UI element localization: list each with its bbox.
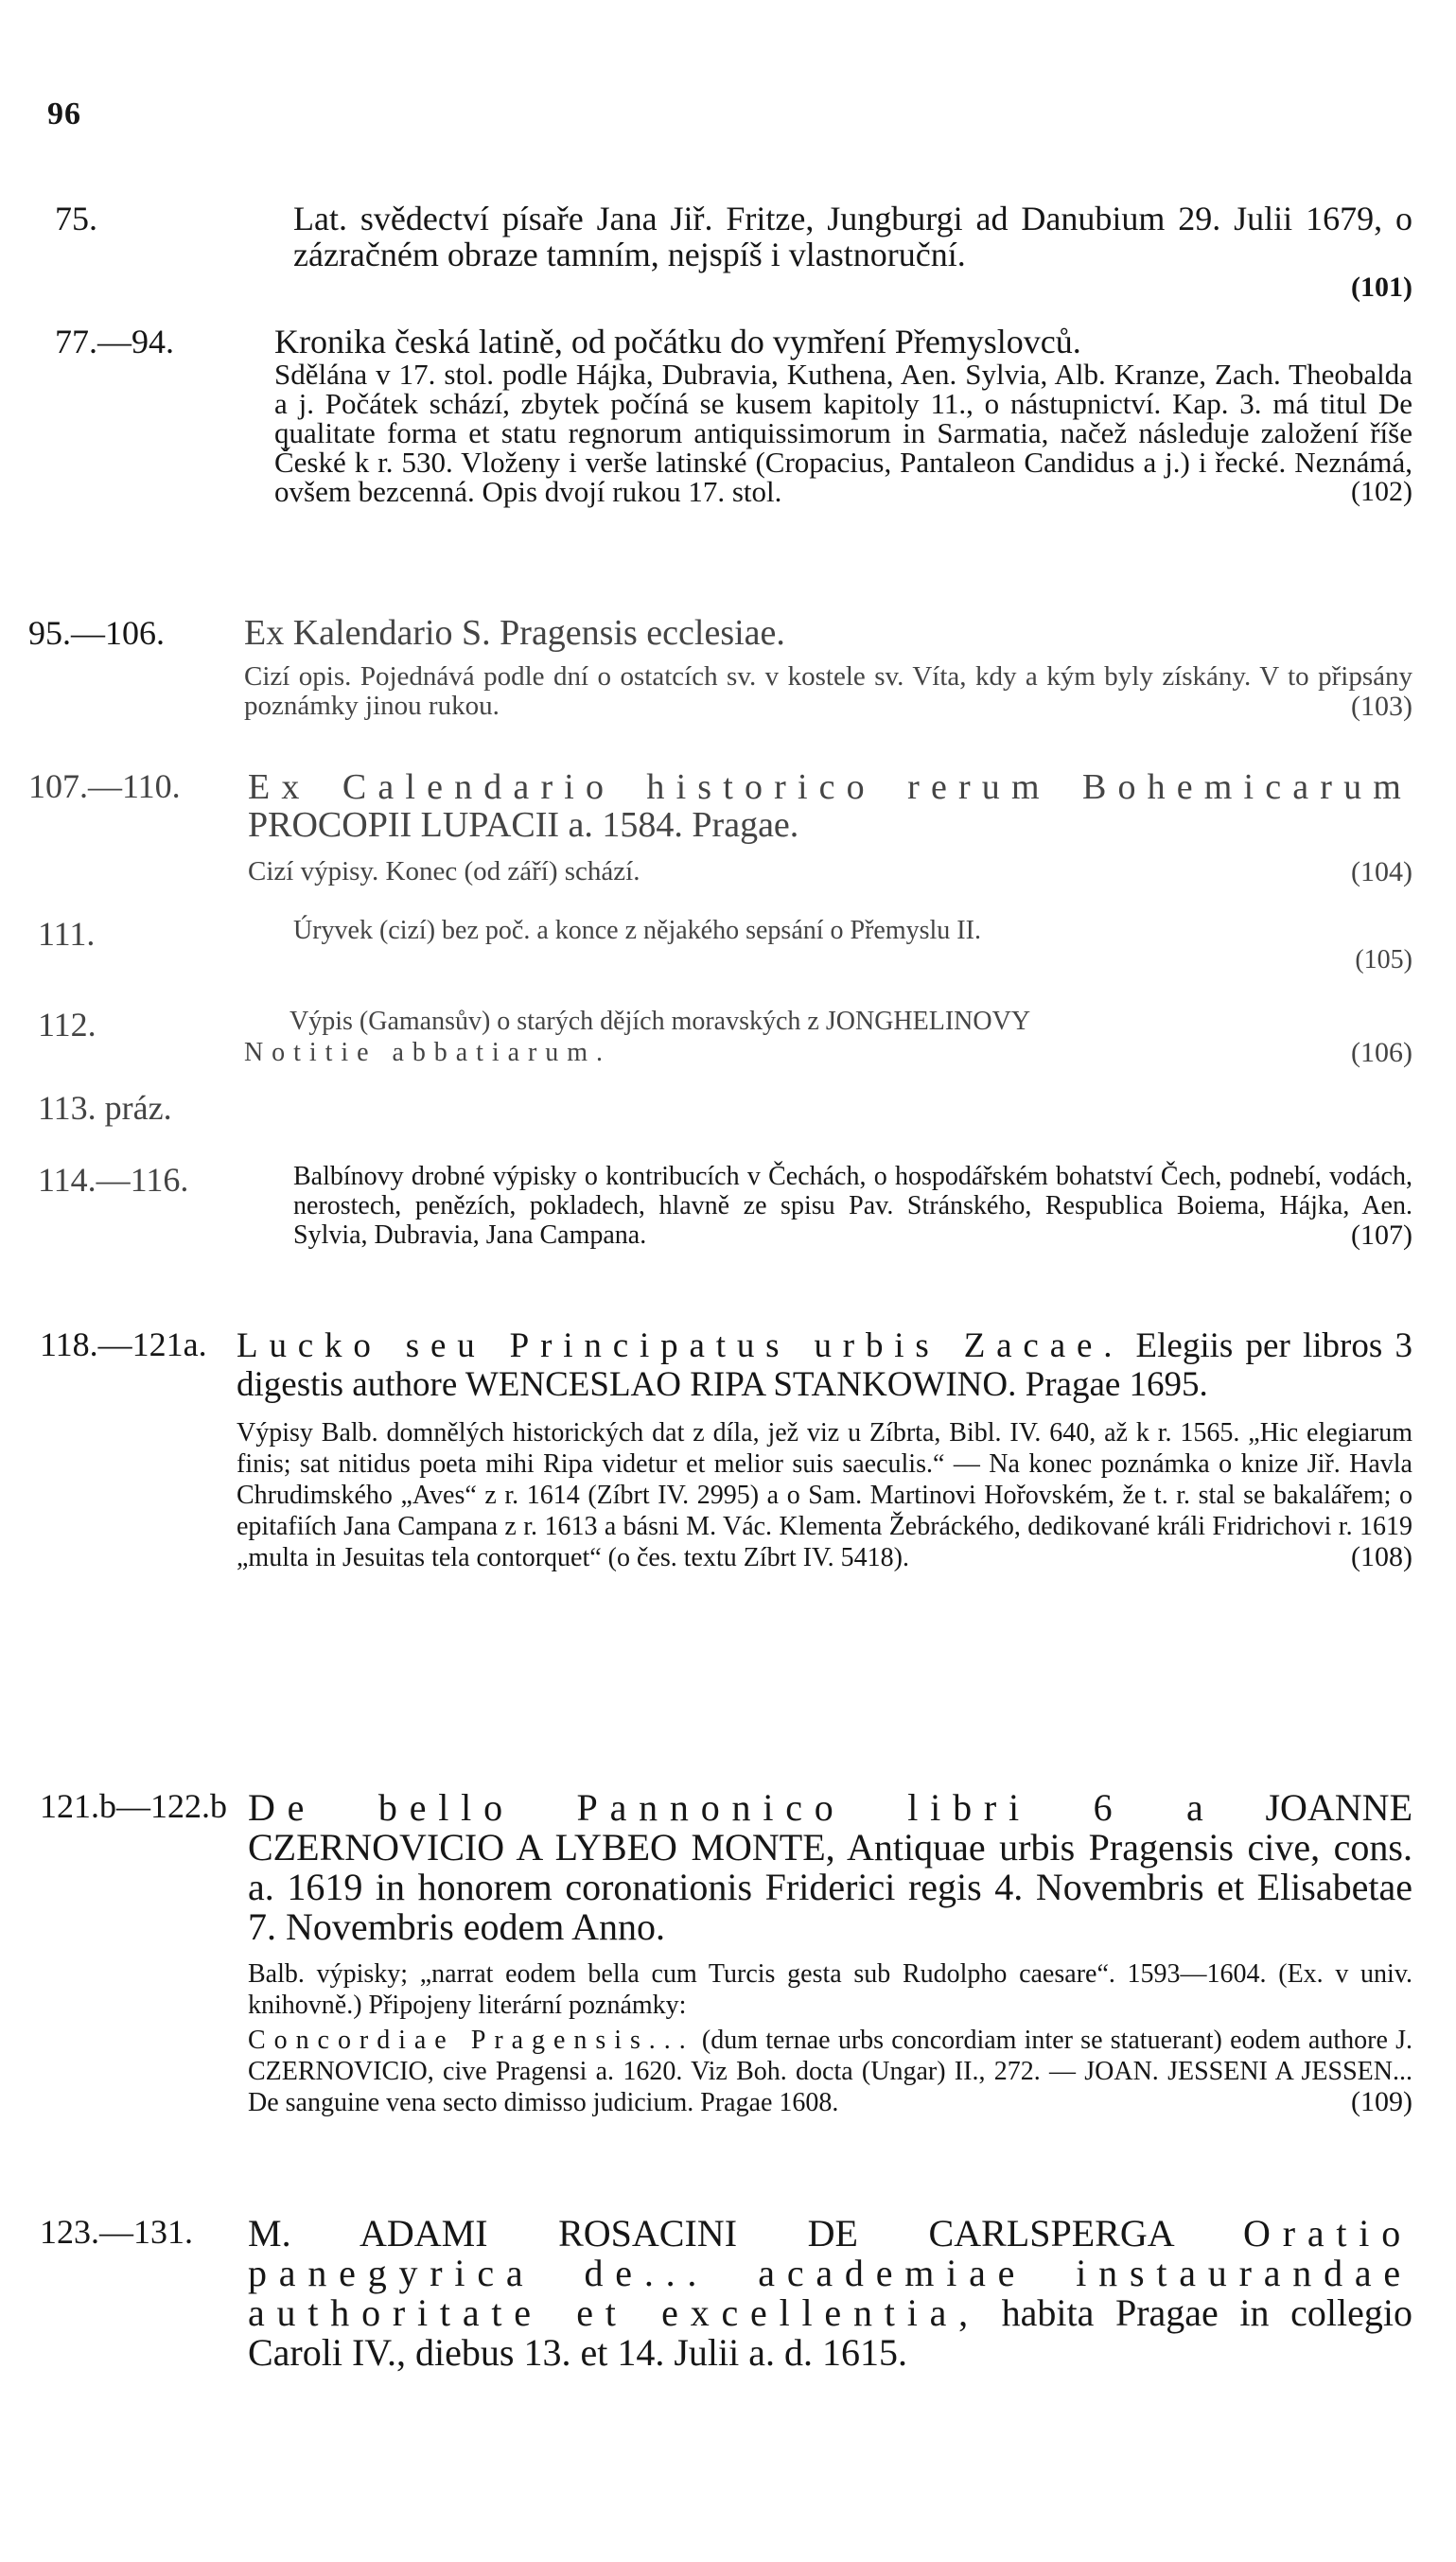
entry-title-spaced: Ex Calendario historico rerum Bohemicarum: [248, 767, 1412, 807]
entry-number: 75.: [55, 200, 97, 237]
entry-note-spaced: [244, 1038, 1412, 1067]
entry-reference: (104): [1351, 856, 1412, 887]
entry-title: Kronika česká latině, od počátku do vymření Přemyslovců.: [274, 323, 1081, 360]
entry-reference: (101): [1351, 272, 1412, 303]
entry-note: Výpisy Balb. domnělých historických dat z díla, jež viz u Zíbrta, Bibl. IV. 640, až k r. 1565. „Hic elegiarum finis; sat nitidus poeta mihi Ripa videtur et melior suis saeculis.“ — Na konec poznámka o knize Jiř. Havla Chrudimského „Aves“ z r. 1614 (Zíbrt IV. 2995) a o Sam. Martinovi Hořovském, že t. r. stal se bakalářem; o epitafiích Jana Campana z r. 1613 a básni M. Vác. Klementa Žebráckého, dedikované králi Fridrichovi r. 1619 „multa in Jesuitas tela contorquet“ (o čes. textu Zíbrt IV. 5418).: [237, 1418, 1412, 1572]
entry-number: 95.—106.: [28, 614, 165, 652]
entry-body: [244, 1007, 1412, 1067]
entry-title-rest: JOANNE CZERNOVICIO A LYBEO MONTE, Antiquae urbis Pragensis cive, cons. a. 1619 in honorem coronationis Friderici regis 4. Novembris et Elisabetae 7. Novembris eodem Anno.: [248, 1786, 1412, 1948]
page-number: 96: [47, 97, 81, 132]
entry-number: 118.—121a.: [40, 1325, 207, 1363]
entry-note: [248, 857, 1412, 886]
entry-note-spaced-text: Concordiae Pragensis...: [248, 2026, 694, 2055]
entry-note: Balb. výpisky; „narrat eodem bella cum Turcis gesta sub Rudolpho caesare“. 1593—1604. (Ex. v univ. knihovně.) Připojeny literární poznámky:: [248, 1959, 1412, 2020]
entry-number: 121.b—122.b: [40, 1787, 227, 1825]
entry-title: [248, 1788, 1412, 1947]
entry-note: Balbínovy drobné výpisky o kontribucích v Čechách, o hospodářském bohatství Čech, podnebí, vodách, nerostech, penězích, pokladech, hlavně ze spisu Pav. Stránského, Respublica Boiema, Hájka, Aen. Sylvia, Dubravia, Jana Campana.: [293, 1162, 1412, 1250]
entry-note-rest: (dum ternae urbs concordiam inter se statuerant) eodem authore J. CZERNOVICIO, cive Pragensi a. 1620. Viz Boh. docta (Ungar) II., 272. — JOAN. JESSENI A JESSEN... De sanguine vena secto dimisso judicium. Pragae 1608.: [248, 2026, 1413, 2117]
entry-note: Úryvek (cizí) bez poč. a konce z nějakého sepsání o Přemyslu II.: [293, 916, 981, 945]
entry-body: [293, 916, 1412, 975]
entry-note-text: Cizí výpisy. Konec (od září) schází.: [248, 856, 640, 886]
entry-title-spaced: Oratio panegyrica de... academiae instaurandae authoritate et excellentia,: [248, 2212, 1413, 2334]
entry-title-spaced: De bello Pannonico libri 6 a: [248, 1786, 1216, 1829]
entry-body: [274, 324, 1412, 507]
entry-title-author: M. ADAMI ROSACINI DE CARLSPERGA: [248, 2212, 1173, 2255]
entry-body: [248, 768, 1412, 886]
entry-note: Výpis (Gamansův) o starých dějích moravských z JONGHELINOVY: [289, 1007, 1031, 1036]
entry-reference: (105): [1355, 945, 1412, 974]
entry-title-rest: habita Pragae in collegio Caroli IV., diebus 13. et 14. Julii a. d. 1615.: [248, 2291, 1412, 2374]
entry-title: [237, 1326, 1412, 1404]
entry-reference: (109): [1351, 2086, 1412, 2117]
entry-number: 114.—116.: [38, 1161, 189, 1199]
entry-title-spaced: Lucko seu Principatus urbis Zacae.: [237, 1326, 1124, 1365]
entry-reference: (107): [1351, 1220, 1412, 1251]
entry-body: [244, 615, 1412, 722]
entry-reference: (102): [1351, 476, 1412, 507]
entry-number: 111.: [38, 915, 96, 953]
entry-note: Sdělána v 17. stol. podle Hájka, Dubravia, Kuthena, Aen. Sylvia, Alb. Kranze, Zach. Theobalda a j. Počátek schází, zbytek počíná se kusem kapitoly 11., o nástupnictví. Kap. 3. má titul De qualitate forma et statu regnorum antiquissimorum in Sarmatia, načež následuje založení říše České k r. 530. Vloženy i verše latinské (Cropacius, Pantaleon Candidus a j.) i řecké. Neznámá, ovšem bezcenná. Opis dvojí rukou 17. stol.: [274, 358, 1412, 508]
entry-body: [237, 1326, 1412, 1572]
entry-number: 113. práz.: [38, 1089, 172, 1127]
entry-title: [248, 768, 1412, 844]
entry-note: Cizí opis. Pojednává podle dní o ostatcích sv. v kostele sv. Víta, kdy a kým byly získány. V to připsány poznámky jinou rukou.: [244, 661, 1412, 721]
entry-body: [248, 1788, 1412, 2117]
entry-number: 107.—110.: [28, 767, 181, 805]
entry-title: [248, 2214, 1412, 2373]
entry-number: 77.—94.: [55, 323, 174, 360]
entry-body: [293, 1162, 1412, 1251]
entry-title-rest: PROCOPII LUPACII a. 1584. Pragae.: [248, 805, 799, 845]
entry-title: Ex Kalendario S. Pragensis ecclesiae.: [244, 613, 785, 653]
entry-reference: (108): [1351, 1541, 1412, 1572]
entry-body: [248, 2214, 1412, 2373]
entry-title-rest: Elegiis per libros 3 digestis authore WENCESLAO RIPA STANKOWINO. Pragae 1695.: [237, 1326, 1412, 1404]
entry-reference: (103): [1351, 691, 1412, 722]
entry-reference: (106): [1351, 1037, 1412, 1068]
entry-title: Lat. svědectví písaře Jana Jiř. Fritze, Jungburgi ad Danubium 29. Julii 1679, o zázračném obraze tamním, nejspíš i vlastnoruční.: [293, 200, 1412, 273]
entry-number: 123.—131.: [40, 2213, 193, 2251]
entry-note-spaced-text: Notitie abbatiarum.: [244, 1038, 611, 1067]
entry-number: 112.: [38, 1006, 96, 1044]
entry-body: [293, 201, 1412, 303]
